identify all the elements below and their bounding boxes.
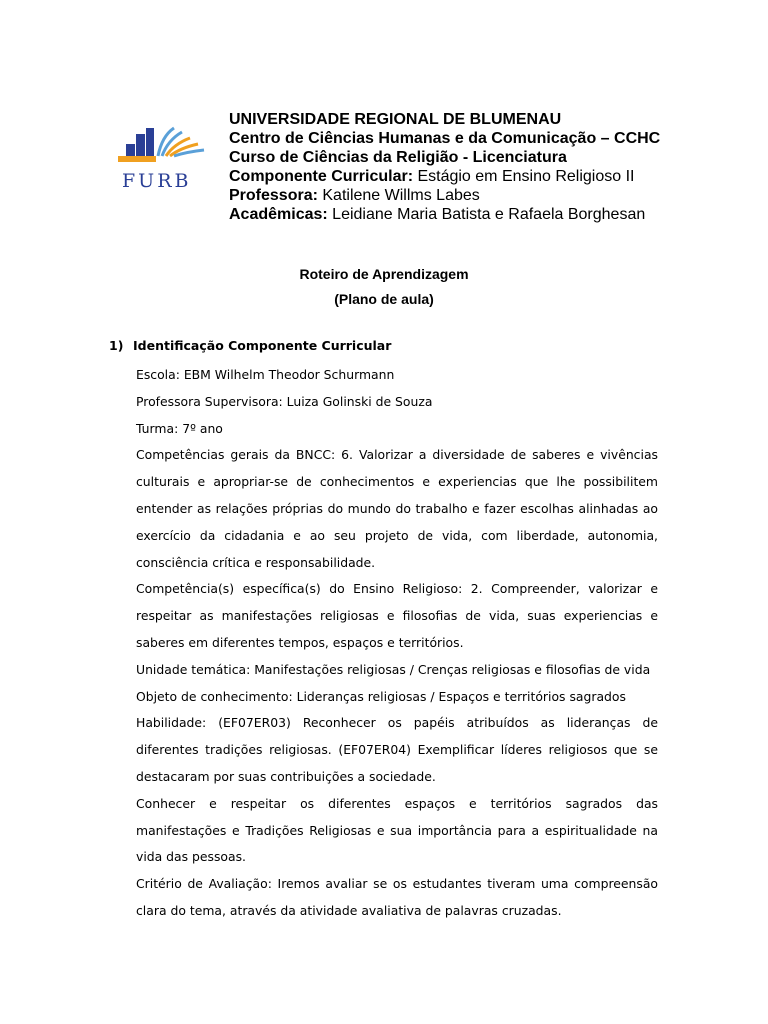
habilidade: Habilidade: (EF07ER03) Reconhecer os papéis atribuídos as lideranças de diferentes tradições religiosas. (EF07ER04) Exemplificar líderes religiosos que se destacaram por suas contribuições a sociedade.	[136, 715, 658, 784]
course-name: Curso de Ciências da Religião - Licenciatura	[229, 149, 567, 166]
supervisor-line: Professora Supervisora: Luiza Golinski de Souza	[136, 393, 433, 409]
criterio-avaliacao: Critério de Avaliação: Iremos avaliar se os estudantes tiveram uma compreensão clara do tema, através da atividade avaliativa de palavras cruzadas.	[136, 876, 658, 918]
furb-logo	[112, 122, 212, 194]
university-name: UNIVERSIDADE REGIONAL DE BLUMENAU	[229, 111, 562, 128]
objeto-conhecimento: Objeto de conhecimento: Lideranças religiosas / Espaços e territórios sagrados	[136, 688, 626, 704]
class-line: Turma: 7º ano	[136, 420, 223, 436]
professor-line	[229, 186, 749, 205]
professor-value: Katilene Willms Labes	[317, 187, 480, 204]
competencias-gerais: Competências gerais da BNCC: 6. Valorizar a diversidade de saberes e vivências culturais e apropriar-se de conhecimentos e experiencias que lhe possibilitem entender as relações próprias do mundo do trabalho e fazer escolhas alinhadas ao exercício da cidadania e ao seu projeto de vida, com liberdade, autonomia, consciência crítica e responsabilidade.	[136, 447, 658, 570]
institution-header	[229, 110, 749, 224]
students-value: Leidiane Maria Batista e Rafaela Borghesan	[327, 206, 646, 223]
document-title	[0, 262, 768, 312]
school-line: Escola: EBM Wilhelm Theodor Schurmann	[136, 367, 395, 382]
furb-logo-icon	[112, 122, 212, 172]
component-line	[229, 167, 749, 186]
title-line-2: (Plano de aula)	[334, 291, 434, 307]
section-body	[136, 362, 658, 925]
competencias-especificas: Competência(s) específica(s) do Ensino Religioso: 2. Compreender, valorizar e respeitar as manifestações religiosas e filosofias de vida, suas experiencias e saberes em diferentes tempos, espaços e territórios.	[136, 581, 658, 650]
students-label: Acadêmicas:	[229, 206, 328, 223]
unidade-tematica: Unidade temática: Manifestações religiosas / Crenças religiosas e filosofias de vida	[136, 661, 651, 677]
title-line-1: Roteiro de Aprendizagem	[299, 266, 469, 282]
conhecer-respeitar: Conhecer e respeitar os diferentes espaços e territórios sagrados das manifestações e Tradições Religiosas e sua importância para a espiritualidade na vida das pessoas.	[136, 795, 658, 865]
logo-text: FURB	[122, 170, 192, 192]
students-line	[229, 205, 749, 224]
component-label: Componente Curricular:	[229, 168, 414, 185]
professor-label: Professora:	[229, 187, 318, 204]
section-number: 1)	[109, 338, 124, 353]
section-heading	[109, 338, 391, 353]
center-name: Centro de Ciências Humanas e da Comunicação – CCHC	[229, 130, 661, 147]
section-title: Identificação Componente Curricular	[133, 338, 392, 353]
component-value: Estágio em Ensino Religioso II	[413, 168, 635, 185]
